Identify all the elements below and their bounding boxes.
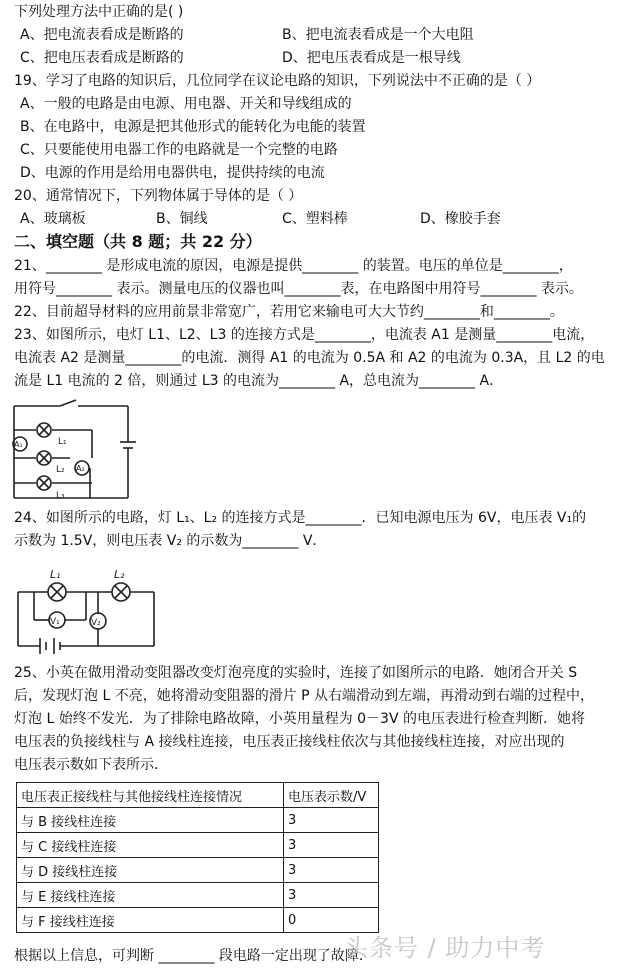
q20-option-d: D、橡胶手套 [420,211,501,227]
q18-option-d: D、把电压表看成是一根导线 [282,50,461,66]
table-cell: 3 [284,883,379,908]
voltage-table [16,782,379,933]
q20-stem: 20、通常情况下，下列物体属于导体的是（ ） [14,188,303,204]
q25-line-4: 电压表的负接线柱与 A 接线柱连接，电压表正接线柱依次与其他接线柱连接，对应出现的 [14,734,565,750]
q25-line-1: 25、小英在做用滑动变阻器改变灯泡亮度的实验时，连接了如图所示的电路．她闭合开关 S [14,665,578,681]
q19-stem: 19、学习了电路的知识后，几位同学在议论电路的知识，下列说法中不正确的是（ ） [14,73,541,89]
q24-v1-label: V₁ [50,617,60,627]
q23-line-1: 23、如图所示，电灯 L1、L2、L3 的连接方式是________，电流表 A1 是测量________电流， [14,327,595,343]
q20-option-a: A、玻璃板 [20,211,86,227]
table-row [17,908,379,933]
q19-option-b: B、在电路中，电源是把其他形式的能转化为电能的装置 [20,119,366,135]
table-row [17,808,379,833]
q22-line-1: 22、目前超导材料的应用前景非常宽广，若用它来输电可大大节约________和________。 [14,304,564,320]
q18-stem: 下列处理方法中正确的是( ) [14,4,184,20]
table-cell: 与 D 接线柱连接 [17,858,284,883]
q20-option-c: C、塑料棒 [282,211,348,227]
table-cell: 与 B 接线柱连接 [17,808,284,833]
q23-line-2: 电流表 A2 是测量________的电流．测得 A1 的电流为 0.5A 和 A2 的电流为 0.3A，且 L2 的电 [14,350,605,366]
q19-option-a: A、一般的电路是由电源、用电器、开关和导线组成的 [20,96,352,112]
q23-l2-label: L₂ [56,465,65,475]
q23-l1-label: L₁ [58,437,67,447]
q23-l3-label: L₃ [56,491,65,501]
q23-a2-label: A₂ [76,464,85,473]
q20-option-b: B、铜线 [156,211,208,227]
q24-l2-label: L₂ [114,568,125,581]
table-cell: 与 E 接线柱连接 [17,883,284,908]
q23-a1-label: A₁ [14,440,23,449]
q21-line-1: 21、________ 是形成电流的原因，电源是提供________ 的装置。电压的单位是________， [14,258,573,274]
table-header-row [17,783,379,808]
table-cell: 0 [284,908,379,933]
q25-footer: 根据以上信息，可判断 ________ 段电路一定出现了故障． [14,948,373,964]
q19-option-d: D、电源的作用是给用电器供电，提供持续的电流 [20,165,325,181]
table-cell: 3 [284,858,379,883]
table-header-cell: 电压表示数/V [284,783,379,808]
q25-line-2: 后，发现灯泡 L 不亮，她将滑动变阻器的滑片 P 从右端滑动到左端，再滑动到右端的过程中， [14,688,595,704]
table-header-cell: 电压表正接线柱与其他接线柱连接情况 [17,783,284,808]
watermark: 头条号 / 助力中考 [344,934,546,962]
q18-option-c: C、把电压表看成是断路的 [20,50,184,66]
q24-l1-label: L₁ [50,568,61,581]
table-row [17,858,379,883]
table-cell: 与 C 接线柱连接 [17,833,284,858]
q21-line-2: 用符号________ 表示。测量电压的仪器也叫________表，在电路图中用符号________ 表示。 [14,281,583,297]
table-row [17,883,379,908]
q19-option-c: C、只要能使用电器工作的电路就是一个完整的电路 [20,142,338,158]
table-cell: 3 [284,833,379,858]
table-cell: 与 F 接线柱连接 [17,908,284,933]
q23-circuit-diagram [10,398,140,502]
q24-line-1: 24、如图所示的电路，灯 L₁、L₂ 的连接方式是________．已知电源电压为 6V，电压表 V₁的 [14,510,587,526]
table-cell: 3 [284,808,379,833]
q25-line-5: 电压表示数如下表所示． [14,757,168,773]
q18-option-b: B、把电流表看成是一个大电阻 [282,27,474,43]
q24-line-2: 示数为 1.5V，则电压表 V₂ 的示数为________ V． [14,533,327,549]
q24-v2-label: V₂ [91,618,101,628]
q25-line-3: 灯泡 L 始终不发光．为了排除电路故障，小英用量程为 0－3V 的电压表进行检查判断．她将 [14,711,585,727]
q18-option-a: A、把电流表看成是断路的 [20,27,184,43]
table-row [17,833,379,858]
section-title: 二、填空题（共 8 题；共 22 分） [14,232,262,251]
q24-circuit-diagram [12,566,162,658]
q23-line-3: 流是 L1 电流的 2 倍，则通过 L3 的电流为________ A，总电流为________ A． [14,373,504,389]
